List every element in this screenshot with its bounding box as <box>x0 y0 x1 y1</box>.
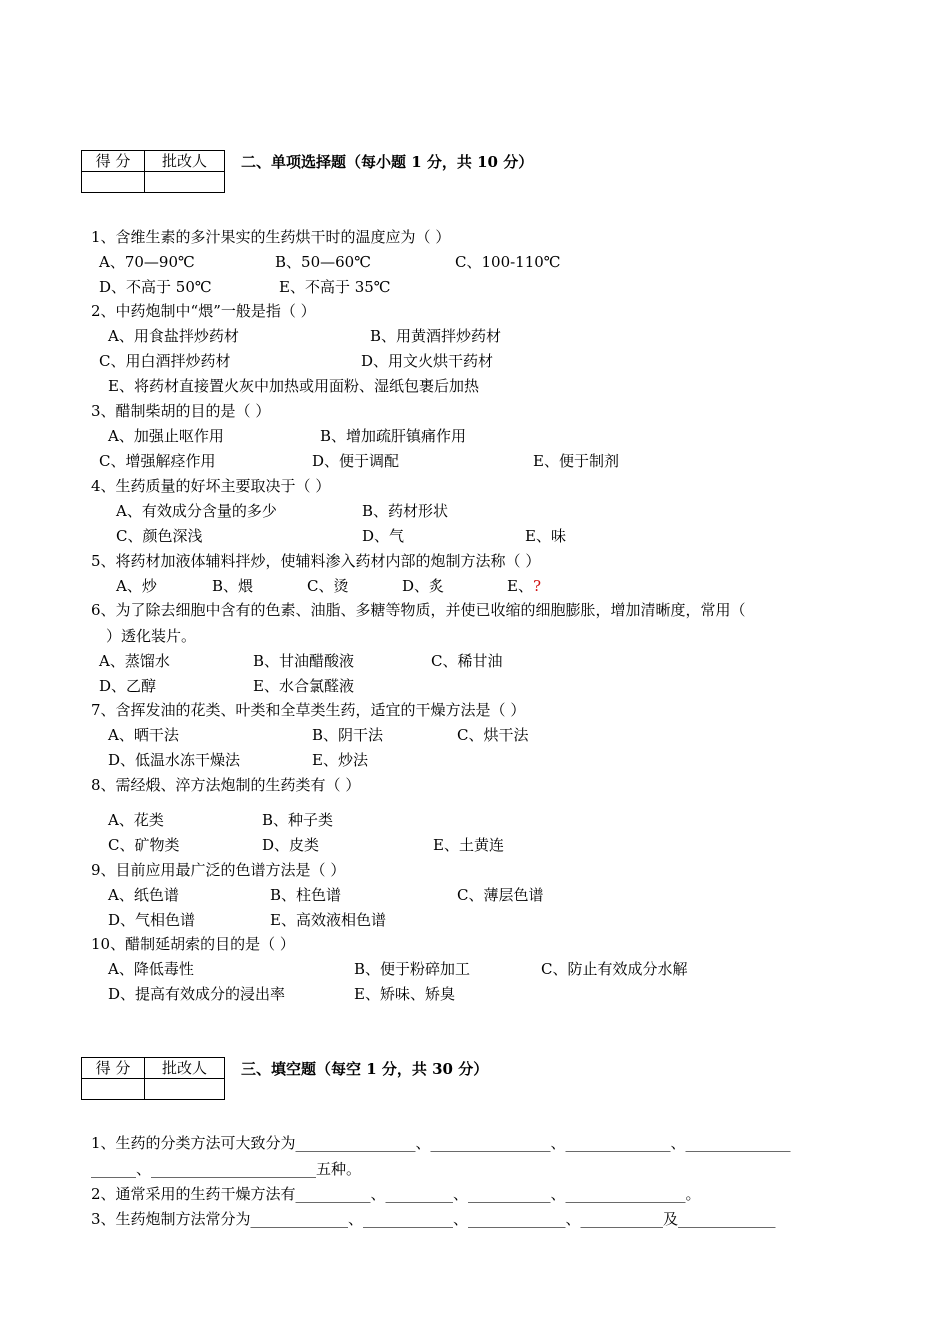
score-cell[interactable] <box>82 172 145 193</box>
q1-stem: 1、含维生素的多汁果实的生药烘干时的温度应为（ ） <box>91 228 451 246</box>
score-table-1 <box>81 150 225 193</box>
q10-option-e: E、矫味、矫臭 <box>354 985 455 1003</box>
q4-option-e: E、味 <box>525 527 566 545</box>
q7-option-e: E、炒法 <box>312 751 368 769</box>
q1-option-a: A、70—90℃ <box>99 253 195 271</box>
q3-option-d: D、便于调配 <box>312 452 400 470</box>
q6-stem-cont: ）透化装片。 <box>106 627 197 645</box>
q6-option-b: B、甘油醋酸液 <box>253 652 355 670</box>
q7-stem: 7、含挥发油的花类、叶类和全草类生药，适宜的干燥方法是（ ） <box>91 701 526 719</box>
q10-option-a: A、降低毒性 <box>108 960 194 978</box>
q6-stem: 6、为了除去细胞中含有的色素、油脂、多糖等物质，并使已收缩的细胞膨胀，增加清晰度，常用（ <box>91 601 746 619</box>
q8-option-e: E、土黄连 <box>433 836 504 854</box>
q8-option-a: A、花类 <box>108 811 164 829</box>
q9-option-e: E、高效液相色谱 <box>270 911 386 929</box>
q6-option-e: E、水合氯醛液 <box>253 677 354 695</box>
q6-option-a: A、蒸馏水 <box>99 652 170 670</box>
q3-stem: 3、醋制柴胡的目的是（ ） <box>91 402 271 420</box>
q3-option-a: A、加强止呕作用 <box>108 427 224 445</box>
q2-option-e: E、将药材直接置火灰中加热或用面粉、湿纸包裹后加热 <box>108 377 479 395</box>
q10-stem: 10、醋制延胡索的目的是（ ） <box>91 935 295 953</box>
grader-cell[interactable] <box>145 1079 225 1100</box>
q6-option-c: C、稀甘油 <box>431 652 503 670</box>
q2-stem: 2、中药炮制中“煨”一般是指（ ） <box>91 302 316 320</box>
q7-option-b: B、阴干法 <box>312 726 384 744</box>
section3-title: 三、填空题（每空 1 分，共 30 分） <box>241 1060 489 1078</box>
fill-line-1: 1、生药的分类方法可大致分为________________、________________、______________、______________ <box>91 1134 791 1152</box>
q3-option-b: B、增加疏肝镇痛作用 <box>320 427 467 445</box>
q1-option-d: D、不高于 50℃ <box>99 278 212 296</box>
q8-option-c: C、矿物类 <box>108 836 180 854</box>
q9-stem: 9、目前应用最广泛的色谱方法是（ ） <box>91 861 346 879</box>
q7-option-c: C、烘干法 <box>457 726 529 744</box>
score-label: 得 分 <box>82 1058 145 1079</box>
q4-option-c: C、颜色深浅 <box>116 527 203 545</box>
q10-option-c: C、防止有效成分水解 <box>541 960 688 978</box>
q2-option-b: B、用黄酒拌炒药材 <box>370 327 502 345</box>
q5-option-a: A、炒 <box>116 577 157 595</box>
q2-option-d: D、用文火烘干药材 <box>361 352 494 370</box>
q5-option-e <box>507 576 541 596</box>
q1-option-c: C、100-110℃ <box>455 253 561 271</box>
score-cell[interactable] <box>82 1079 145 1100</box>
q2-option-a: A、用食盐拌炒药材 <box>108 327 239 345</box>
q9-option-d: D、气相色谱 <box>108 911 196 929</box>
q8-option-b: B、种子类 <box>262 811 334 829</box>
fill-line-3: 3、生药炮制方法常分为_____________、____________、_____________、___________及_____________ <box>91 1210 776 1228</box>
q4-option-b: B、药材形状 <box>362 502 449 520</box>
fill-line-1-cont: ______、______________________五种。 <box>91 1160 362 1178</box>
q9-option-b: B、柱色谱 <box>270 886 342 904</box>
q1-option-b: B、50—60℃ <box>275 253 371 271</box>
fill-line-2: 2、通常采用的生药干燥方法有__________、_________、___________、________________。 <box>91 1185 701 1203</box>
q5-question-mark: ? <box>532 577 541 595</box>
q9-option-a: A、纸色谱 <box>108 886 179 904</box>
q1-option-e: E、不高于 35℃ <box>279 278 391 296</box>
q5-stem: 5、将药材加液体辅料拌炒，使辅料渗入药材内部的炮制方法称（ ） <box>91 552 541 570</box>
q4-option-d: D、气 <box>362 527 405 545</box>
score-table-2 <box>81 1057 225 1100</box>
q3-option-e: E、便于制剂 <box>533 452 619 470</box>
q4-option-a: A、有效成分含量的多少 <box>116 502 277 520</box>
score-label: 得 分 <box>82 151 145 172</box>
section2-title: 二、单项选择题（每小题 1 分，共 10 分） <box>241 153 534 171</box>
q10-option-d: D、提高有效成分的浸出率 <box>108 985 286 1003</box>
q10-option-b: B、便于粉碎加工 <box>354 960 471 978</box>
q5-option-e-label: E、 <box>507 577 533 595</box>
q5-option-c: C、烫 <box>307 577 349 595</box>
q3-option-c: C、增强解痉作用 <box>99 452 216 470</box>
grader-cell[interactable] <box>145 172 225 193</box>
q2-option-c: C、用白酒拌炒药材 <box>99 352 231 370</box>
q8-option-d: D、皮类 <box>262 836 320 854</box>
q4-stem: 4、生药质量的好坏主要取决于（ ） <box>91 477 331 495</box>
q6-option-d: D、乙醇 <box>99 677 157 695</box>
q7-option-a: A、晒干法 <box>108 726 179 744</box>
q7-option-d: D、低温水冻干燥法 <box>108 751 241 769</box>
q5-option-d: D、炙 <box>402 577 445 595</box>
q9-option-c: C、薄层色谱 <box>457 886 544 904</box>
grader-label: 批改人 <box>145 1058 225 1079</box>
q5-option-b: B、煨 <box>212 577 254 595</box>
grader-label: 批改人 <box>145 151 225 172</box>
q8-stem: 8、需经煅、淬方法炮制的生药类有（ ） <box>91 776 361 794</box>
